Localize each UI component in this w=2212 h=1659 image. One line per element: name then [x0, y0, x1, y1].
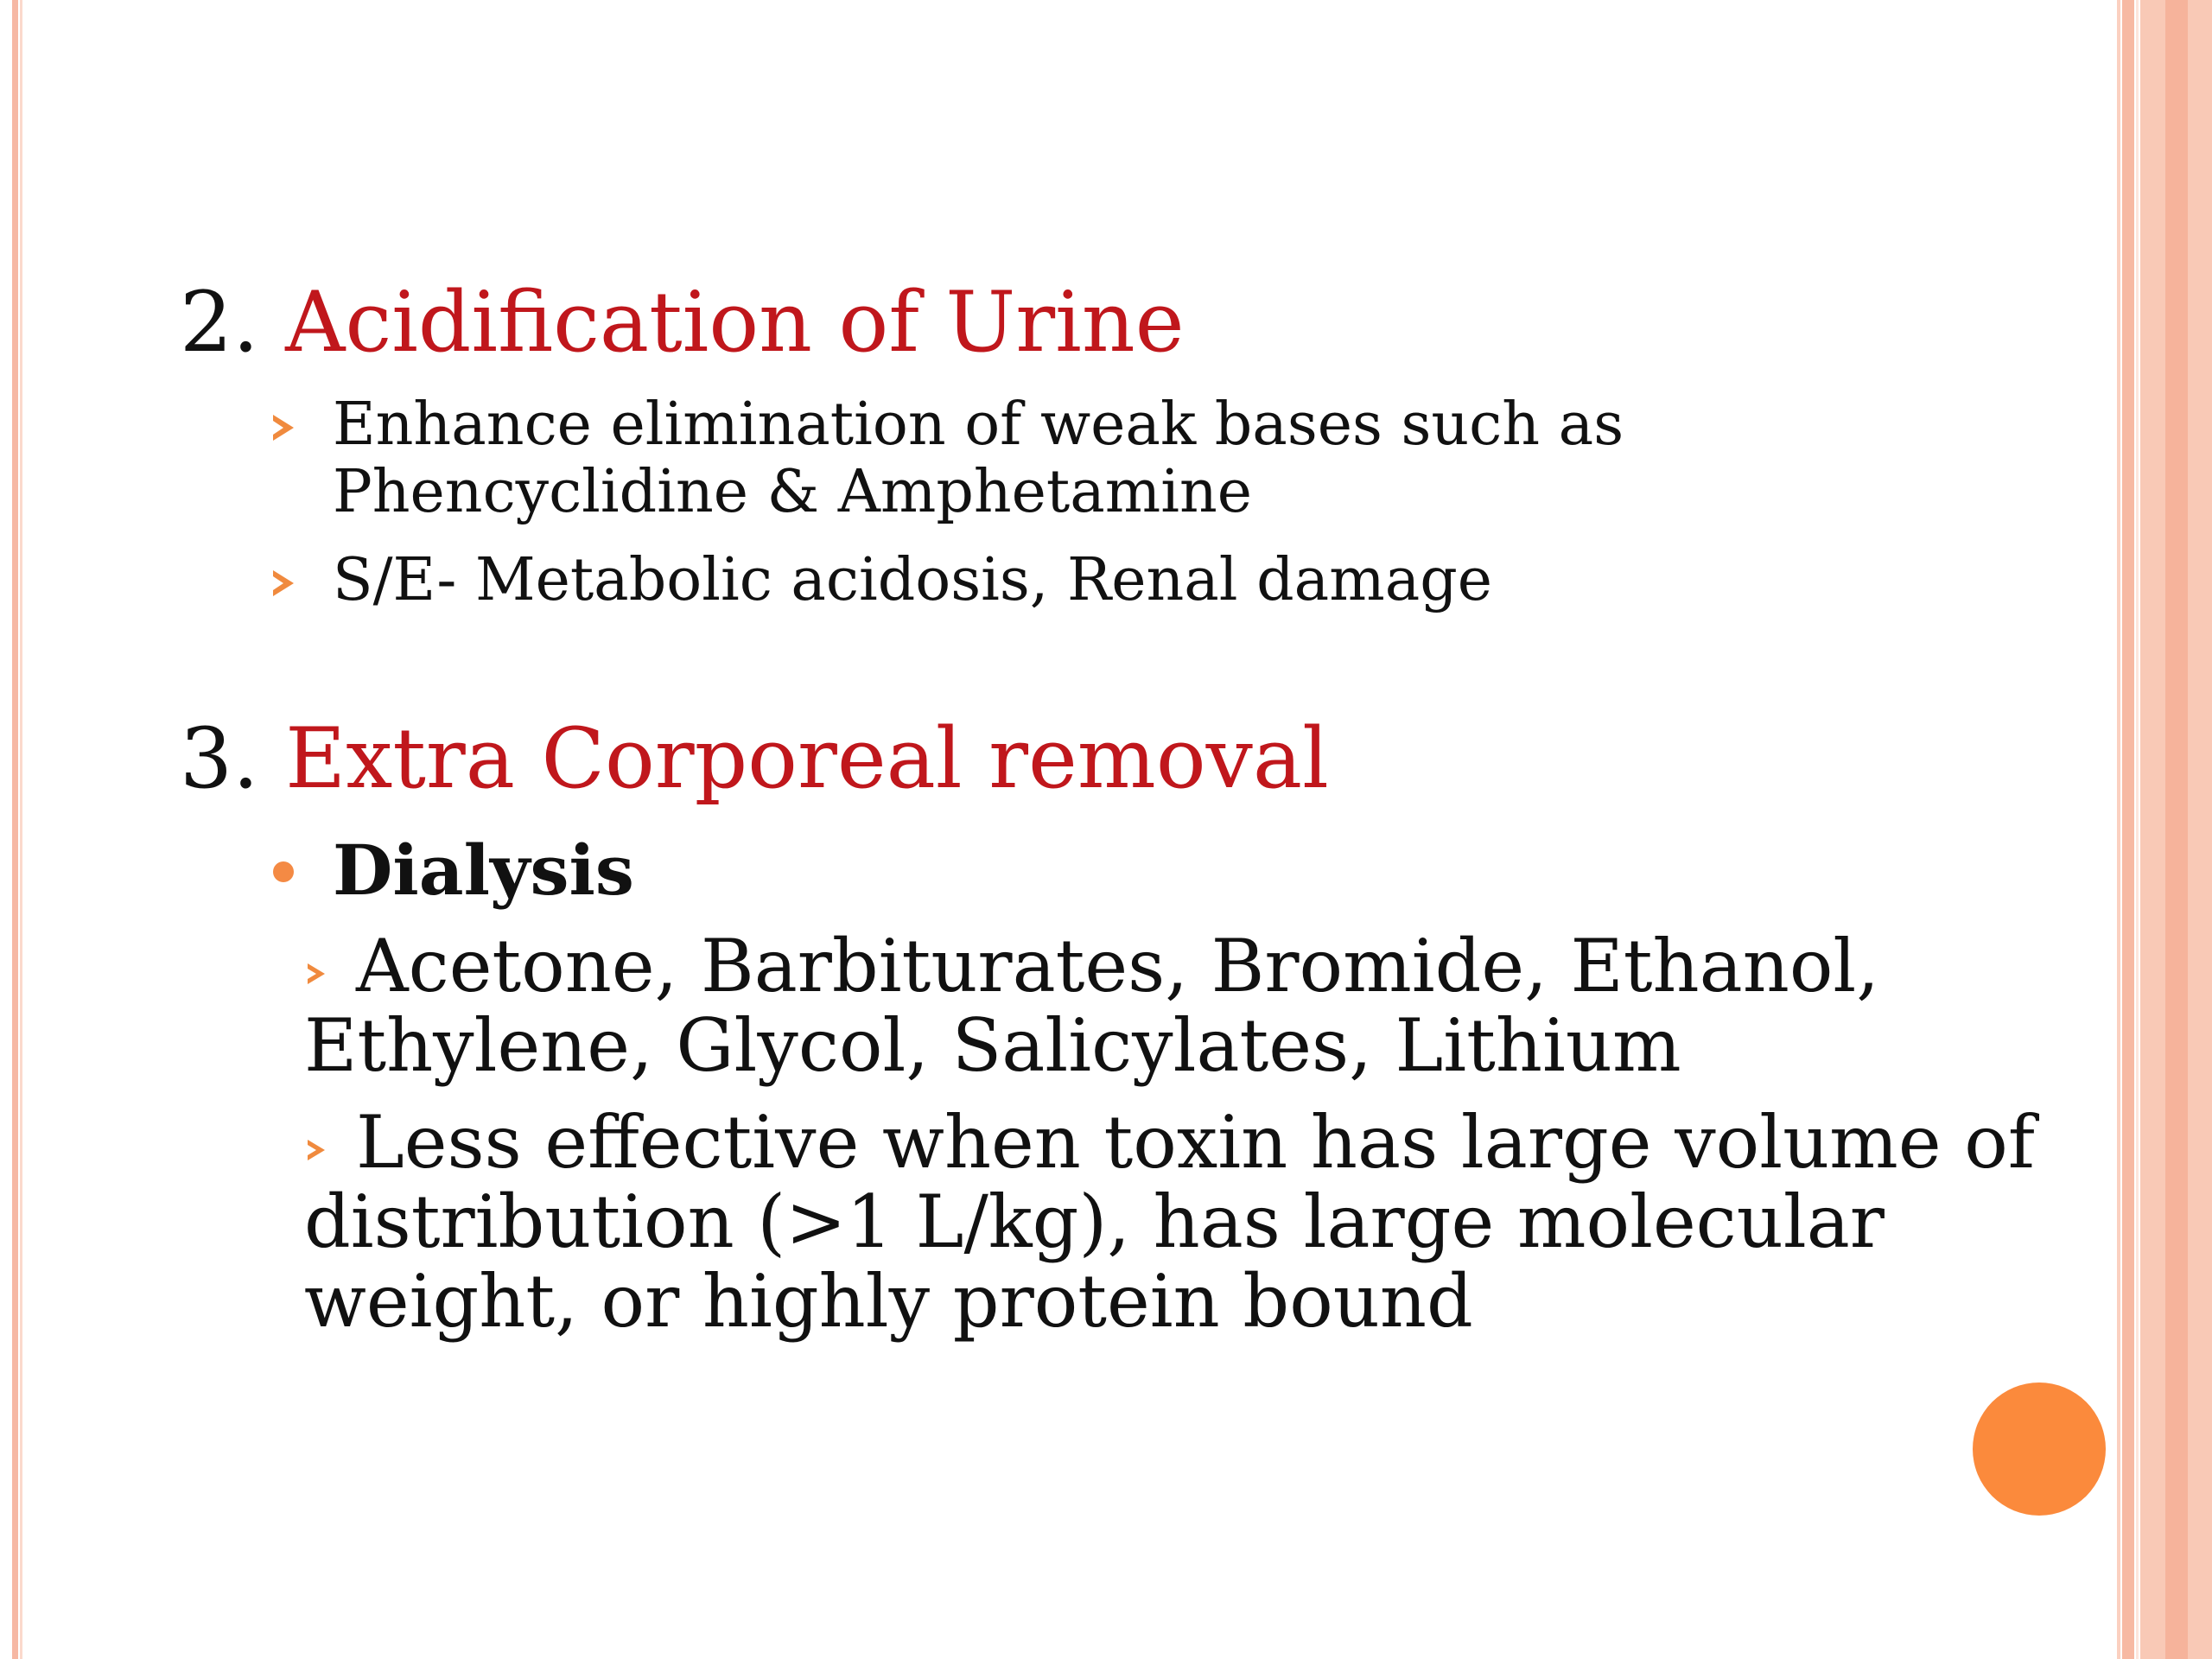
- section-3-title: Extra Corporeal removal: [285, 710, 1329, 807]
- para-1-line-2: Ethylene, Glycol, Salicylates, Lithium: [304, 1003, 1681, 1088]
- section-2-number: 2.: [180, 274, 259, 371]
- section-2-bullet-1: [333, 391, 1624, 526]
- left-decorative-border: [0, 0, 24, 1659]
- bullet-1-line-1: Enhance elimination of weak bases such as: [333, 391, 1624, 459]
- para-1-line-1: Acetone, Barbiturates, Bromide, Ethanol,: [356, 924, 1879, 1008]
- dialysis-subheading: Dialysis: [333, 830, 634, 911]
- section-3-heading: [180, 711, 1329, 806]
- bullet-2-line-1: S/E- Metabolic acidosis, Renal damage: [333, 546, 1493, 614]
- arrow-bullet-icon: [273, 570, 294, 596]
- para-2-line-1: Less effective when toxin has large volume of: [356, 1100, 2035, 1185]
- arrow-bullet-icon: [273, 415, 294, 441]
- round-bullet-icon: [273, 861, 294, 882]
- para-2-line-2: distribution (>1 L/kg), has large molecular: [304, 1179, 1885, 1264]
- dialysis-paragraph-2: [304, 1100, 2035, 1344]
- right-decorative-border: [2117, 0, 2212, 1659]
- dialysis-paragraph-1: [304, 924, 1879, 1088]
- section-2-bullet-2: [333, 547, 1492, 614]
- bullet-1-line-2: Phencyclidine & Amphetamine: [333, 458, 1253, 526]
- section-3-number: 3.: [180, 710, 259, 807]
- section-2-heading: [180, 275, 1185, 370]
- orange-circle-decoration: [1973, 1382, 2106, 1516]
- para-2-line-3: weight, or highly protein bound: [304, 1259, 1473, 1344]
- section-2-title: Acidification of Urine: [285, 274, 1185, 371]
